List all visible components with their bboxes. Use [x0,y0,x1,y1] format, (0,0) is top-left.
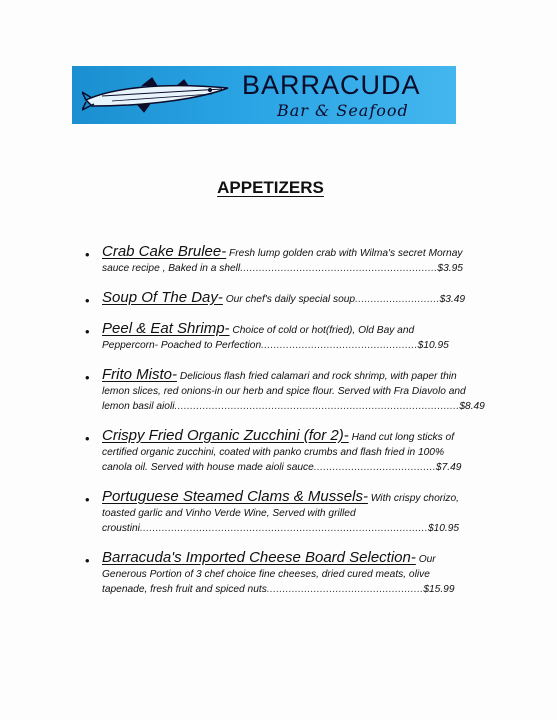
leader-dots: ............................................................... [240,263,438,274]
item-description-line [102,567,505,582]
leader-dots: .................................................. [266,584,424,595]
item-description-line [102,261,505,276]
item-name: Crab Cake Brulee- [102,243,227,260]
item-description-text: tapenade, fresh fruit and spiced nuts [102,584,267,595]
item-name: Barracuda's Imported Cheese Board Selection- [102,549,416,566]
barracuda-fish-icon [82,74,232,116]
bullet-icon: • [85,431,90,446]
leader-dots: .................................................. [261,340,418,351]
bullet-icon: • [85,492,90,507]
item-price: $10.95 [427,523,460,534]
item-description: Delicious flash fried calamari and rock shrimp, with paper thin [177,371,457,382]
item-description: Choice of cold or hot(fried), Old Bay and [229,325,415,336]
menu-item [85,243,505,276]
item-description-text: Generous Portion of 3 chef choice fine cheeses, dried cured meats, olive [102,569,430,580]
item-price: $3.49 [439,294,466,305]
section-heading [0,178,549,198]
item-price: $7.49 [435,462,462,473]
item-description-text: lemon basil aioli [102,401,175,412]
item-first-line [102,549,505,567]
item-description-text: certified organic zucchini, coated with panko crumbs and flash fried in 100% [102,447,445,458]
item-name: Portuguese Steamed Clams & Mussels- [102,488,368,505]
leader-dots: ............................................................................................ [139,523,428,534]
item-description-text: sauce recipe , Baked in a shell [102,263,241,274]
item-name: Peel & Eat Shrimp- [102,320,230,337]
item-description: Our chef's daily special soup [222,294,356,305]
item-name: Crispy Fried Organic Zucchini (for 2)- [102,427,349,444]
leader-dots: ........................... [355,294,440,305]
item-first-line [102,488,505,506]
logo-banner [72,66,456,124]
menu-item [85,366,505,414]
item-description-line [102,399,505,414]
item-price: $15.99 [423,584,455,595]
item-name: Frito Misto- [102,366,177,383]
item-description: Hand cut long sticks of [348,432,455,443]
item-description-text: lemon slices, red onions-in our herb and spice flour. Served with Fra Diavolo and [102,386,466,397]
item-description-line [102,460,505,475]
item-description: With crispy chorizo, [367,493,460,504]
item-description-line [102,506,505,521]
item-price: $8.49 [459,401,485,412]
item-description: Our [415,554,436,565]
brand-name: BARRACUDA [242,70,421,100]
item-description-line [102,582,505,597]
item-description: Fresh lump golden crab with Wilma's secret Mornay [226,248,463,259]
item-price: $10.95 [417,340,449,351]
section-title: APPETIZERS [217,178,324,197]
menu-item [85,320,505,353]
item-description-line [102,521,505,536]
leader-dots: ........................................................................................... [174,401,460,412]
item-first-line [102,366,505,384]
item-description-line [102,384,505,399]
menu-item [85,289,505,307]
brand-tagline: Bar & Seafood [277,101,409,120]
item-first-line [102,320,505,338]
leader-dots: ....................................... [313,462,436,473]
item-first-line [102,289,505,307]
menu-item [85,488,505,536]
item-description-text: toasted garlic and Vinho Verde Wine, Served with grilled [102,508,356,519]
menu-list [85,243,505,610]
bullet-icon: • [85,553,90,568]
item-description-text: canola oil. Served with house made aioli sauce [102,462,314,473]
item-description-line [102,445,505,460]
item-name: Soup Of The Day- [102,289,223,306]
item-price: $3.95 [437,263,463,274]
bullet-icon: • [85,247,90,262]
item-description-line [102,338,505,353]
bullet-icon: • [85,370,90,385]
bullet-icon: • [85,324,90,339]
bullet-icon: • [85,293,90,308]
menu-item [85,427,505,475]
menu-item [85,549,505,597]
item-description-text: croustini [102,523,140,534]
item-first-line [102,243,505,261]
item-first-line [102,427,505,445]
item-description-text: Peppercorn- Poached to Perfection [102,340,262,351]
